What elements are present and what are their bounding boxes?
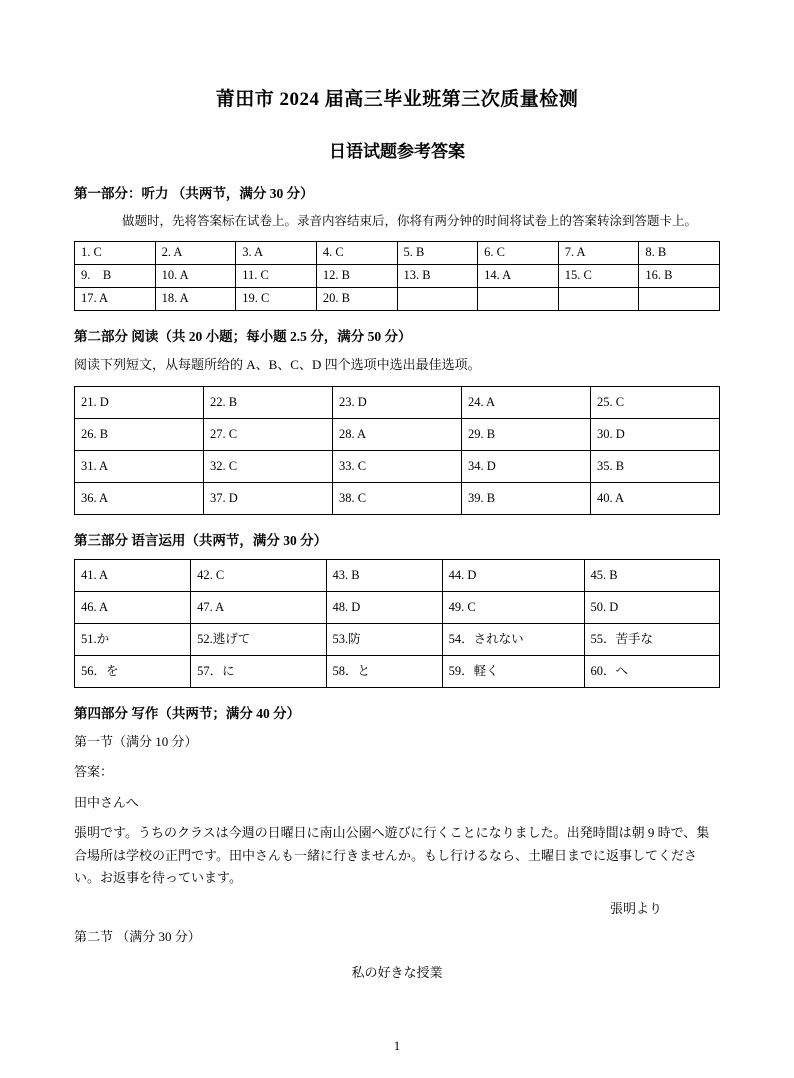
part1-heading: 第一部分：听力 （共两节，满分 30 分） <box>74 186 314 201</box>
part1-answer-table <box>74 241 720 311</box>
answer-cell: 46. A <box>75 591 191 623</box>
answer-cell: 35. B <box>591 450 720 482</box>
table-row <box>75 450 720 482</box>
answer-cell <box>397 287 478 310</box>
part3-answer-table <box>74 559 720 688</box>
letter-salutation: 田中さんへ <box>74 795 139 811</box>
answer-cell: 2. A <box>155 241 236 264</box>
part2-heading: 第二部分 阅读（共 20 小题；每小题 2.5 分，满分 50 分） <box>74 328 412 344</box>
answer-cell: 19. C <box>236 287 317 310</box>
page-title: 莆田市 2024 届高三毕业班第三次质量检测 <box>215 89 579 110</box>
answer-cell: 14. A <box>478 264 559 287</box>
part1-note: 做题时，先将答案标在试卷上。录音内容结束后，你将有两分钟的时间将试卷上的答案转涂到答题卡上。 <box>122 214 698 228</box>
page-number: 1 <box>393 1039 401 1053</box>
answer-cell: 59．軽く <box>442 655 584 687</box>
answer-cell: 53.防 <box>326 623 442 655</box>
answer-cell: 3. A <box>236 241 317 264</box>
answer-cell: 21. D <box>75 386 204 418</box>
answer-cell <box>558 287 639 310</box>
answer-cell: 25. C <box>591 386 720 418</box>
answer-cell: 42. C <box>191 559 326 591</box>
answer-cell: 33. C <box>333 450 462 482</box>
answer-cell: 6. C <box>478 241 559 264</box>
answer-cell <box>639 287 720 310</box>
answer-cell: 7. A <box>558 241 639 264</box>
table-row <box>75 559 720 591</box>
answer-cell: 12. B <box>316 264 397 287</box>
part2-note: 阅读下列短文，从每题所给的 A、B、C、D 四个选项中选出最佳选项。 <box>74 356 481 372</box>
answer-cell: 1. C <box>75 241 156 264</box>
table-row <box>75 482 720 514</box>
table-row <box>75 655 720 687</box>
table-row <box>75 591 720 623</box>
answer-cell: 57．に <box>191 655 326 687</box>
letter-body: 張明です。うちのクラスは今週の日曜日に南山公園へ遊びに行くことになりました。出発時間は朝 9 時で、集合場所は学校の正門です。田中さんも一緒に行きませんか。もし行けるなら、土曜日までに返事してください。お返事を待っています。 <box>74 824 710 886</box>
answer-cell: 50. D <box>584 591 719 623</box>
answer-cell: 28. A <box>333 418 462 450</box>
answer-cell: 45. B <box>584 559 719 591</box>
part3-heading: 第三部分 语言运用（共两节，满分 30 分） <box>74 532 328 548</box>
answer-cell: 38. C <box>333 482 462 514</box>
table-row <box>75 623 720 655</box>
answer-cell: 56．を <box>75 655 191 687</box>
part4-section1-label: 第一节（满分 10 分） <box>74 733 198 749</box>
answer-cell: 55．苦手な <box>584 623 719 655</box>
letter-signature: 張明より <box>609 901 662 917</box>
table-row <box>75 287 720 310</box>
answer-cell: 16. B <box>639 264 720 287</box>
answer-cell: 26. B <box>75 418 204 450</box>
answer-cell: 36. A <box>75 482 204 514</box>
answer-cell: 52.逃げて <box>191 623 326 655</box>
answer-cell: 27. C <box>204 418 333 450</box>
answer-cell: 8. B <box>639 241 720 264</box>
answer-cell: 47. A <box>191 591 326 623</box>
answer-cell: 41. A <box>75 559 191 591</box>
answer-cell: 37. D <box>204 482 333 514</box>
answer-cell: 18. A <box>155 287 236 310</box>
part4-answer-label: 答案： <box>74 764 114 780</box>
answer-cell: 40. A <box>591 482 720 514</box>
answer-cell: 49. C <box>442 591 584 623</box>
answer-cell: 43. B <box>326 559 442 591</box>
part2-answer-table <box>74 386 720 515</box>
answer-cell: 44. D <box>442 559 584 591</box>
essay-title: 私の好きな授業 <box>351 964 443 980</box>
answer-cell <box>478 287 559 310</box>
answer-cell: 10. A <box>155 264 236 287</box>
answer-cell: 15. C <box>558 264 639 287</box>
answer-cell: 32. C <box>204 450 333 482</box>
answer-cell: 51.か <box>75 623 191 655</box>
table-row <box>75 418 720 450</box>
part4-heading: 第四部分 写作（共两节；满分 40 分） <box>74 705 301 721</box>
answer-cell: 5. B <box>397 241 478 264</box>
answer-cell: 58．と <box>326 655 442 687</box>
table-row <box>75 386 720 418</box>
answer-cell: 17. A <box>75 287 156 310</box>
answer-cell: 9. B <box>75 264 156 287</box>
answer-cell: 34. D <box>462 450 591 482</box>
answer-cell: 11. C <box>236 264 317 287</box>
answer-cell: 29. B <box>462 418 591 450</box>
answer-cell: 48. D <box>326 591 442 623</box>
answer-cell: 13. B <box>397 264 478 287</box>
part4-section2-label: 第二节 （满分 30 分） <box>74 929 201 945</box>
answer-cell: 20. B <box>316 287 397 310</box>
answer-cell: 30. D <box>591 418 720 450</box>
answer-cell: 4. C <box>316 241 397 264</box>
table-row <box>75 264 720 287</box>
answer-cell: 39. B <box>462 482 591 514</box>
answer-cell: 54．されない <box>442 623 584 655</box>
table-row <box>75 241 720 264</box>
answer-cell: 23. D <box>333 386 462 418</box>
page-subtitle: 日语试题参考答案 <box>329 142 465 161</box>
answer-cell: 22. B <box>204 386 333 418</box>
answer-cell: 31. A <box>75 450 204 482</box>
answer-cell: 60．へ <box>584 655 719 687</box>
answer-cell: 24. A <box>462 386 591 418</box>
